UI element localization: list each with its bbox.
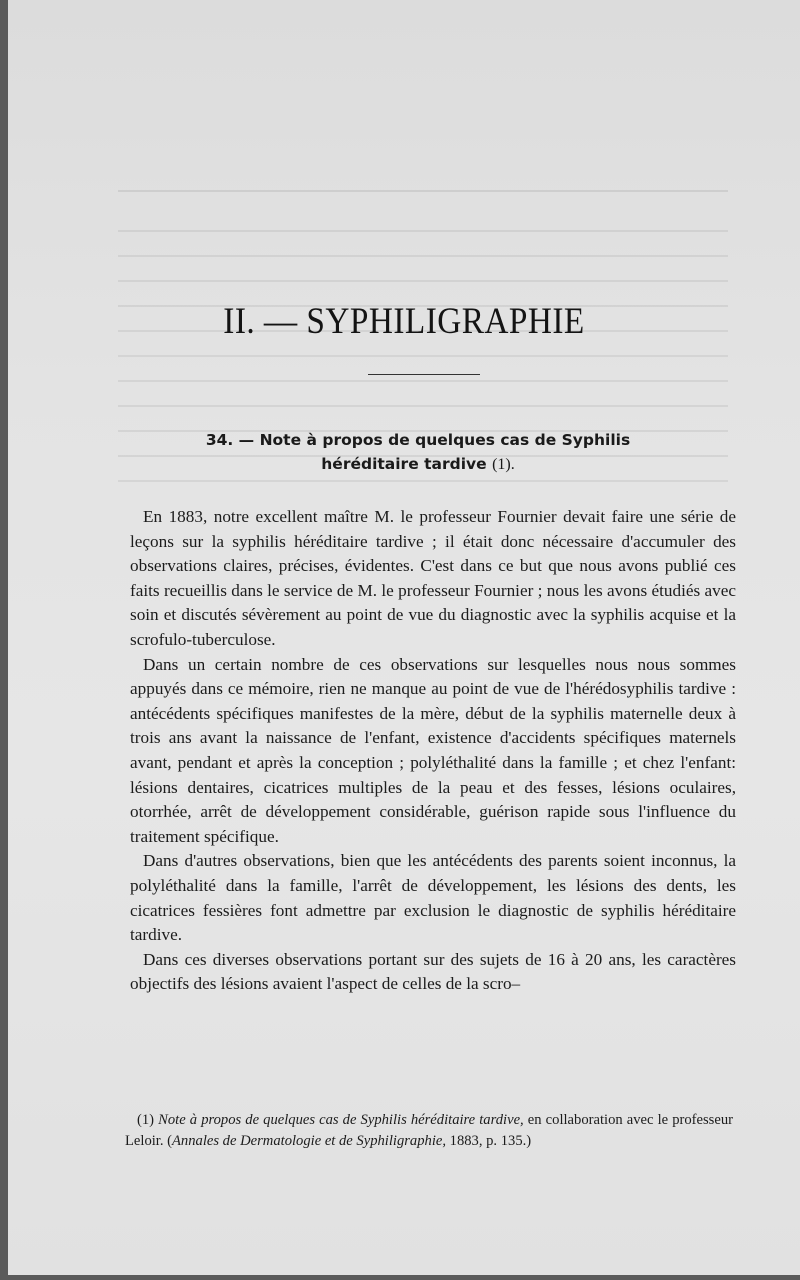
paragraph-2: Dans un certain nombre de ces observations sur lesquelles nous nous sommes appuyés dans ce mémoire, rien ne manque au point de vue de l'hérédosyphilis tardive : antécédents spécifiques manifestes de la mère, début de la syphilis maternelle deux à trois ans avant la naissance de l'enfant, existence d'accidents spécifiques maternels avant, pendant et après la conception ; polyléthalité dans la famille ; et chez l'enfant: lésions dentaires, cicatrices multiples de la peau et des fesses, lésions oculaires, otorrhée, arrêt de développement considérable, guérison rapide sous l'influence du traitement spécifique. <box>130 654 736 846</box>
footnote-reference: (1). <box>492 456 515 473</box>
article-heading-line2: héréditaire tardive <box>321 455 487 473</box>
article-heading-line1: 34. — Note à propos de quelques cas de Syphilis <box>205 431 631 449</box>
paragraph-1: En 1883, notre excellent maître M. le professeur Fournier devait faire une série de leçons sur la syphilis héréditaire tardive ; il était donc nécessaire d'accumuler des observations claires, précises, évidentes. C'est dans ce but que nous avons publié ces faits recueillis dans le service de M. le professeur Fournier ; nous les avons étudiés avec soin et discutés sévèrement au point de vue du diagnostic avec la syphilis acquise et la scrofulo-tuberculose. <box>130 507 736 649</box>
footnote-text: en collaboration avec le professeur Leloir. ( <box>125 1112 733 1149</box>
body-text <box>130 505 736 997</box>
paragraph-3: Dans d'autres observations, bien que les antécédents des parents soient inconnus, la polyléthalité dans la famille, l'arrêt de développement, les lésions des dents, les cicatrices fessières font admettre par exclusion le diagnostic de syphilis héréditaire tardive. <box>130 851 736 945</box>
title-divider <box>368 374 480 375</box>
footnote-title: Note à propos de quelques cas de Syphilis héréditaire tardive, <box>158 1112 524 1128</box>
footnote <box>125 1110 733 1152</box>
bleed-through-rule <box>118 190 728 192</box>
article-heading <box>118 428 718 477</box>
paragraph-4: Dans ces diverses observations portant sur des sujets de 16 à 20 ans, les caractères objectifs des lésions avaient l'aspect de celles de la scro– <box>130 949 736 994</box>
book-page <box>8 0 800 1275</box>
footnote-number: (1) <box>137 1112 155 1128</box>
footnote-citation: 1883, p. 135.) <box>446 1133 532 1149</box>
footnote-journal: Annales de Dermatologie et de Syphiligraphie, <box>172 1133 446 1149</box>
section-title: II. — SYPHILIGRAPHIE <box>223 301 585 342</box>
bleed-through-header <box>118 162 728 188</box>
